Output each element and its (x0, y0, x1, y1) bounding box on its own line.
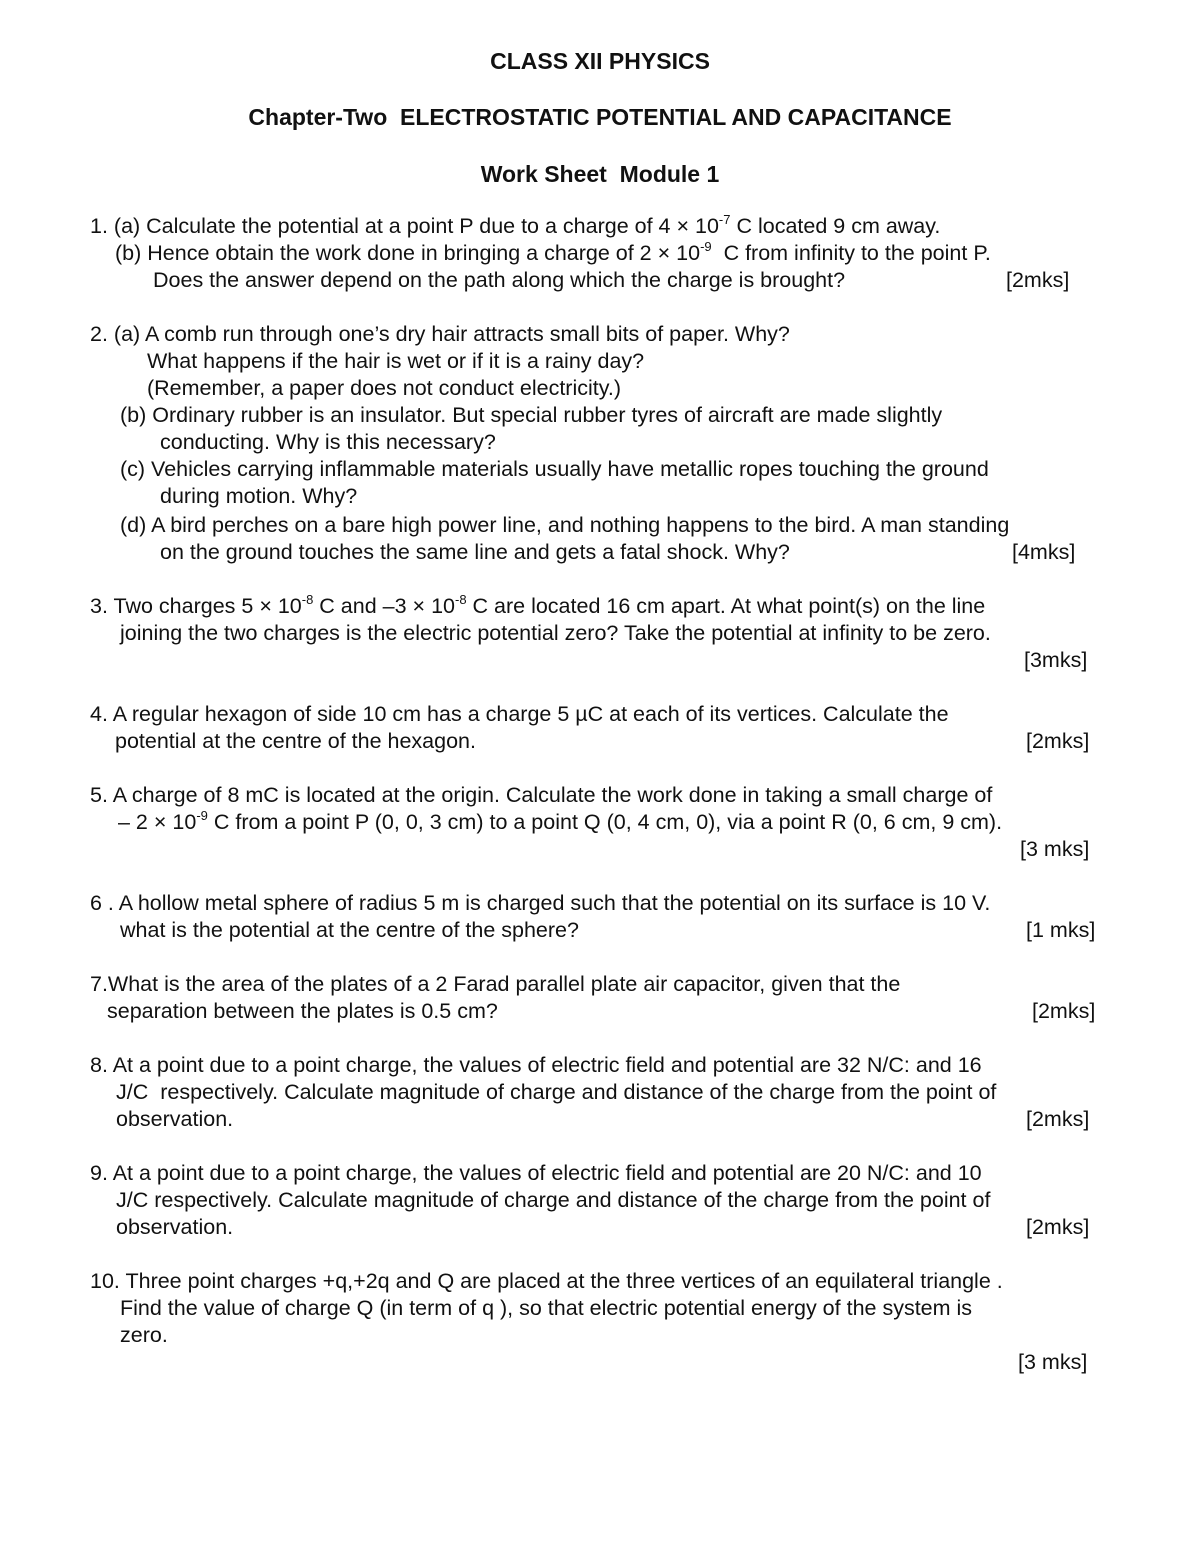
question-5-exponent: -9 (196, 808, 208, 823)
question-3-text-end: C are located 16 cm apart. At what point(s) on the line (466, 594, 986, 618)
question-10-line2: Find the value of charge Q (in term of q ), so that electric potential energy of the system is (120, 1296, 973, 1320)
question-10-line3: zero. (120, 1323, 168, 1347)
question-8-marks: [2mks] (1026, 1107, 1090, 1131)
question-1-a-text: 1. (a) Calculate the potential at a point P due to a charge of 4 × 10 (90, 214, 719, 238)
question-10-marks: [3 mks] (1018, 1350, 1088, 1374)
chapter-title: Chapter-Two ELECTROSTATIC POTENTIAL AND CAPACITANCE (248, 104, 952, 130)
question-6-line2: what is the potential at the centre of the sphere? (120, 918, 579, 942)
question-2-part-d: (d) A bird perches on a bare high power line, and nothing happens to the bird. A man standing (120, 513, 1010, 537)
question-6-marks: [1 mks] (1026, 918, 1096, 942)
question-7-line2: separation between the plates is 0.5 cm? (107, 999, 498, 1023)
question-5-line1: 5. A charge of 8 mC is located at the origin. Calculate the work done in taking a small charge of (90, 783, 993, 807)
question-6-line1: 6 . A hollow metal sphere of radius 5 m is charged such that the potential on its surface is 10 V. (90, 891, 991, 915)
question-1-part-b-cont: Does the answer depend on the path along which the charge is brought? (153, 268, 846, 292)
question-2-part-a: 2. (a) A comb run through one’s dry hair attracts small bits of paper. Why? (90, 322, 790, 346)
question-8-line1: 8. At a point due to a point charge, the values of electric field and potential are 32 N/C: and 16 (90, 1053, 982, 1077)
question-2-part-b: (b) Ordinary rubber is an insulator. But special rubber tyres of aircraft are made slightly (120, 403, 943, 427)
question-2-part-c-line2: during motion. Why? (160, 484, 358, 508)
question-9-marks: [2mks] (1026, 1215, 1090, 1239)
question-5-text-end: C from a point P (0, 0, 3 cm) to a point Q (0, 4 cm, 0), via a point R (0, 6 cm, 9 cm). (207, 810, 1003, 834)
question-4-marks: [2mks] (1026, 729, 1090, 753)
question-1-part-a (90, 213, 940, 239)
question-3-text-mid: C and –3 × 10 (313, 594, 455, 618)
question-9-line2: J/C respectively. Calculate magnitude of charge and distance of the charge from the point of (116, 1188, 991, 1212)
question-1-a-exponent: -7 (718, 212, 731, 227)
question-4-line2: potential at the centre of the hexagon. (115, 729, 476, 753)
question-5-marks: [3 mks] (1020, 837, 1090, 861)
question-3-exponent-2: -8 (454, 592, 467, 607)
question-3-text: 3. Two charges 5 × 10 (90, 594, 302, 618)
question-8-line3: observation. (116, 1107, 234, 1131)
question-5-line2 (118, 809, 1002, 835)
question-9-line3: observation. (116, 1215, 234, 1239)
question-2-part-a-line3: (Remember, a paper does not conduct electricity.) (147, 376, 622, 400)
question-3-line2: joining the two charges is the electric potential zero? Take the potential at infinity to be zero. (120, 621, 991, 645)
question-2-part-a-line2: What happens if the hair is wet or if it is a rainy day? (147, 349, 645, 373)
class-title: CLASS XII PHYSICS (490, 48, 710, 74)
module-title: Work Sheet Module 1 (480, 161, 720, 187)
question-3-marks: [3mks] (1024, 648, 1088, 672)
question-2-part-c: (c) Vehicles carrying inflammable materials usually have metallic ropes touching the ground (120, 457, 989, 481)
question-1-a-text-end: C located 9 cm away. (730, 214, 941, 238)
question-2-part-b-line2: conducting. Why is this necessary? (160, 430, 496, 454)
question-4-line1: 4. A regular hexagon of side 10 cm has a charge 5 µC at each of its vertices. Calculate the (90, 702, 949, 726)
question-1-b-text-end: C from infinity to the point P. (711, 241, 991, 265)
question-10-line1: 10. Three point charges +q,+2q and Q are placed at the three vertices of an equilateral triangle . (90, 1269, 1003, 1293)
question-1-marks: [2mks] (1006, 268, 1070, 292)
question-1-part-b (115, 240, 991, 266)
question-1-b-exponent: -9 (700, 239, 712, 254)
question-5-text: – 2 × 10 (118, 810, 197, 834)
question-9-line1: 9. At a point due to a point charge, the values of electric field and potential are 20 N/C: and 10 (90, 1161, 982, 1185)
question-7-marks: [2mks] (1032, 999, 1096, 1023)
question-7-line1: 7.What is the area of the plates of a 2 Farad parallel plate air capacitor, given that the (90, 972, 901, 996)
question-3-exponent-1: -8 (301, 592, 314, 607)
question-1-b-text: (b) Hence obtain the work done in bringing a charge of 2 × 10 (115, 241, 701, 265)
question-3-line1 (90, 593, 985, 619)
question-8-line2: J/C respectively. Calculate magnitude of charge and distance of the charge from the point of (116, 1080, 997, 1104)
question-2-marks: [4mks] (1012, 540, 1076, 564)
question-2-part-d-line2: on the ground touches the same line and gets a fatal shock. Why? (160, 540, 790, 564)
